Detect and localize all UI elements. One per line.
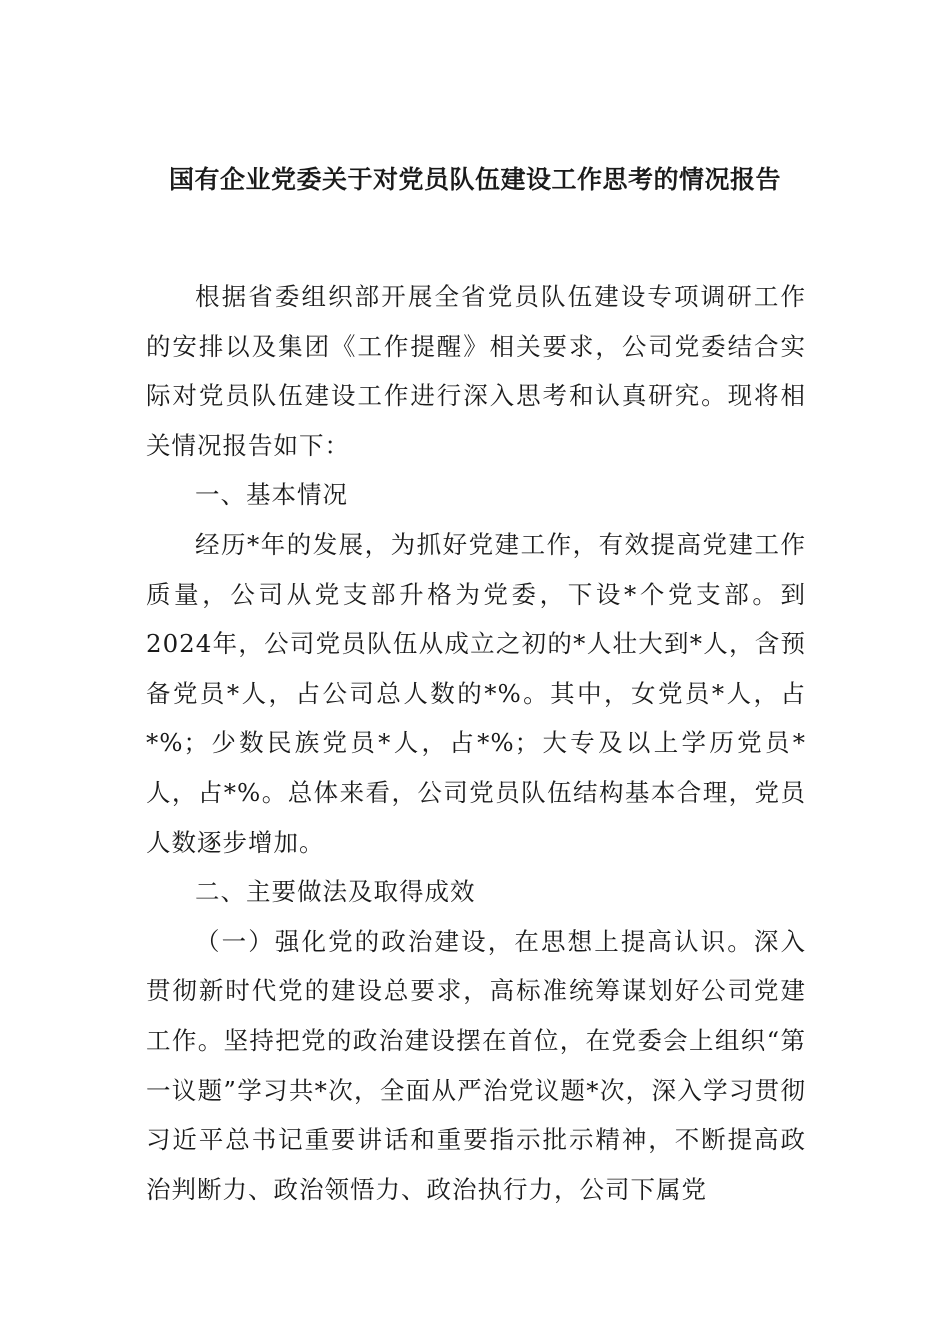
political-construction-paragraph: （一）强化党的政治建设，在思想上提高认识。深入贯彻新时代党的建设总要求，高标准统筹谋划好公司党建工作。坚持把党的政治建设摆在首位，在党委会上组织“第一议题”学习共*次，全面从严治党议题*次，深入学习贯彻习近平总书记重要讲话和重要指示批示精神，不断提高政治判断力、政治领悟力、政治执行力，公司下属党 [146,926,806,1204]
document-body [146,272,806,1214]
section-heading-main-practices: 二、主要做法及取得成效 [195,877,476,907]
basic-situation-paragraph: 经历*年的发展，为抓好党建工作，有效提高党建工作质量，公司从党支部升格为党委，下设*个党支部。到2024年，公司党员队伍从成立之初的*人壮大到*人，含预备党员*人，占公司总人数的*%。其中，女党员*人，占*%；少数民族党员*人，占*%；大专及以上学历党员*人，占*%。总体来看，公司党员队伍结构基本合理，党员人数逐步增加。 [146,529,806,857]
document-title: 国有企业党委关于对党员队伍建设工作思考的情况报告 [168,165,781,194]
intro-paragraph: 根据省委组织部开展全省党员队伍建设专项调研工作的安排以及集团《工作提醒》相关要求，公司党委结合实际对党员队伍建设工作进行深入思考和认真研究。现将相关情况报告如下： [146,282,806,460]
section-heading-basic-situation: 一、基本情况 [195,480,348,510]
